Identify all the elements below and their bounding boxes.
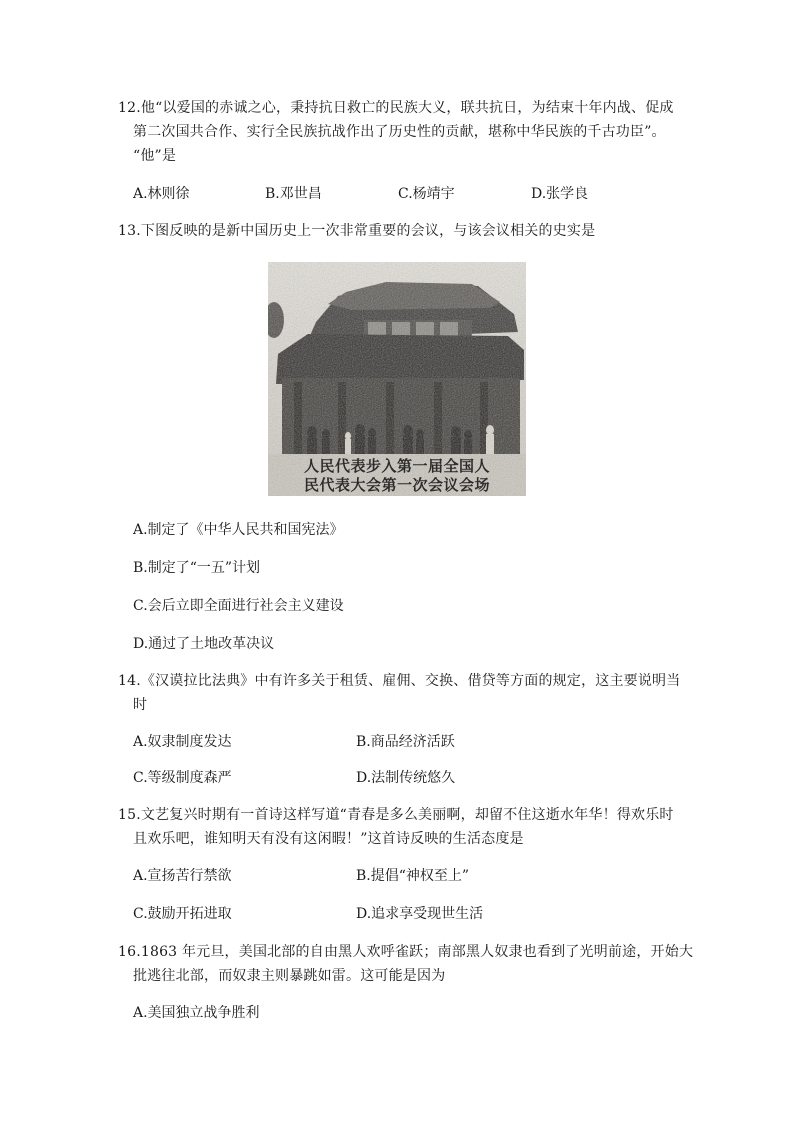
- q15-option-d[interactable]: D.追求享受现世生活: [356, 906, 484, 922]
- q12-stem-line1: 12.他“以爱国的赤诚之心，秉持抗日救亡的民族大义，联共抗日，为结束十年内战、促成: [118, 100, 674, 116]
- q14-stem-line2: 时: [133, 697, 148, 713]
- q12-option-b[interactable]: B.邓世昌: [265, 186, 322, 202]
- q14-stem-line1: 14.《汉谟拉比法典》中有许多关于租赁、雇佣、交换、借贷等方面的规定，这主要说明当: [118, 673, 681, 689]
- photo-caption-line1: 人民代表步入第一届全国人: [303, 457, 490, 475]
- q16-stem-line1: 16.1863 年元旦，美国北部的自由黑人欢呼雀跃；南部黑人奴隶也看到了光明前途，开始大: [118, 944, 694, 960]
- q14-option-c[interactable]: C.等级制度森严: [133, 770, 232, 786]
- q13-option-b[interactable]: B.制定了“一五”计划: [133, 560, 261, 576]
- q14-option-d[interactable]: D.法制传统悠久: [356, 770, 456, 786]
- q16-stem-line2: 批逃往北部，而奴隶主则暴跳如雷。这可能是因为: [133, 968, 446, 984]
- photo-caption-line2: 民代表大会第一次会议会场: [303, 476, 490, 494]
- q13-option-d[interactable]: D.通过了土地改革决议: [133, 636, 275, 652]
- q13-stem-line1: 13.下图反映的是新中国历史上一次非常重要的会议，与该会议相关的史实是: [118, 223, 596, 239]
- q12-stem-line3: “他”是: [133, 148, 177, 164]
- q15-option-a[interactable]: A.宣扬苦行禁欲: [133, 868, 232, 884]
- q12-option-d[interactable]: D.张学良: [531, 186, 589, 202]
- q15-stem-line1: 15.文艺复兴时期有一首诗这样写道“青春是多么美丽啊，却留不住这逝水年华！得欢乐时: [118, 807, 674, 823]
- q14-option-a[interactable]: A.奴隶制度发达: [133, 734, 232, 750]
- q12-option-c[interactable]: C.杨靖宇: [398, 186, 455, 202]
- q16-option-a[interactable]: A.美国独立战争胜利: [133, 1005, 260, 1021]
- q12-option-a[interactable]: A.林则徐: [133, 186, 190, 202]
- q12-stem-line2: 第二次国共合作、实行全民族抗战作出了历史性的贡献，堪称中华民族的千古功臣”。: [133, 124, 666, 140]
- q15-option-c[interactable]: C.鼓励开拓进取: [133, 906, 232, 922]
- q13-option-c[interactable]: C.会后立即全面进行社会主义建设: [133, 598, 344, 614]
- q15-option-b[interactable]: B.提倡“神权至上”: [356, 868, 470, 884]
- q13-option-a[interactable]: A.制定了《中华人民共和国宪法》: [133, 522, 344, 538]
- q15-stem-line2: 且欢乐吧，谁知明天有没有这闲暇！”这首诗反映的生活态度是: [133, 831, 524, 847]
- meeting-hall-photo: [268, 262, 526, 496]
- q14-option-b[interactable]: B.商品经济活跃: [356, 734, 455, 750]
